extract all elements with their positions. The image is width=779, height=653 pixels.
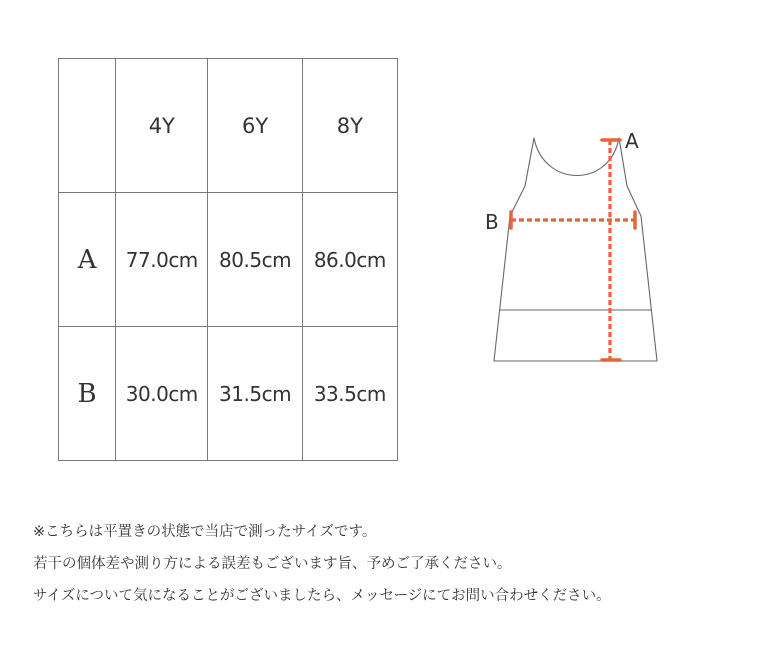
garment-measurement-diagram	[480, 128, 660, 368]
row-label-b: B	[59, 327, 116, 461]
table-header-row	[59, 59, 398, 193]
tank-top-garment-icon	[480, 128, 660, 368]
row-label-a: A	[59, 193, 116, 327]
garment-outline	[494, 138, 657, 361]
table-row-a	[59, 193, 398, 327]
note-line-1: ※こちらは平置きの状態で当店で測ったサイズです。	[33, 524, 377, 540]
cell-a-4y: 77.0cm	[116, 193, 208, 327]
header-size-4y: 4Y	[116, 59, 208, 193]
diagram-label-a: A	[625, 129, 639, 153]
size-chart-table	[58, 58, 398, 461]
cell-a-6y: 80.5cm	[208, 193, 302, 327]
note-line-3: サイズについて気になることがございましたら、メッセージにてお問い合わせください。	[33, 588, 611, 604]
cell-b-8y: 33.5cm	[302, 327, 397, 461]
header-size-6y: 6Y	[208, 59, 302, 193]
cell-b-4y: 30.0cm	[116, 327, 208, 461]
table-row-b	[59, 327, 398, 461]
header-corner-cell	[59, 59, 116, 193]
cell-a-8y: 86.0cm	[302, 193, 397, 327]
diagram-label-b: B	[485, 210, 499, 234]
size-notes	[33, 516, 763, 612]
note-line-2: 若干の個体差や測り方による誤差もございます旨、予めご了承ください。	[33, 556, 512, 572]
cell-b-6y: 31.5cm	[208, 327, 302, 461]
header-size-8y: 8Y	[302, 59, 397, 193]
